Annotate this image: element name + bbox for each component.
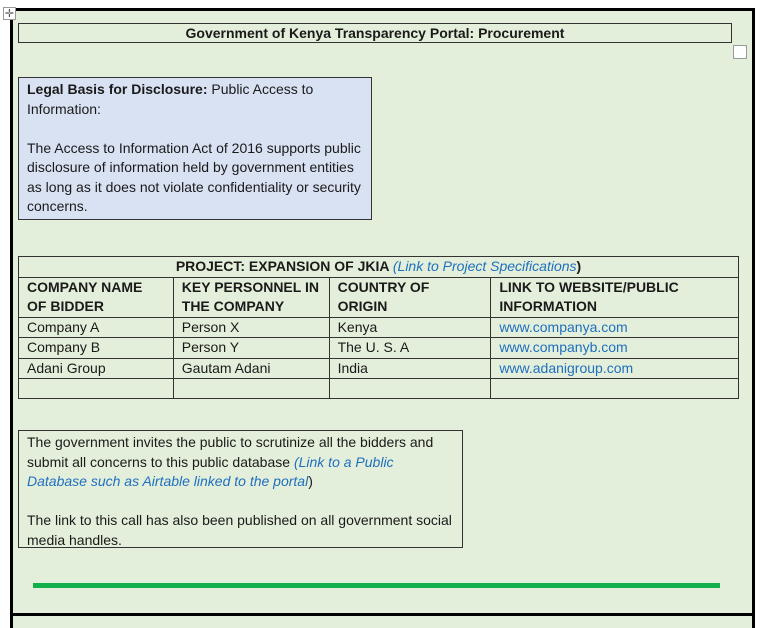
personnel-cell: Person X (173, 317, 329, 338)
company-cell: Adani Group (19, 358, 174, 379)
empty-cell[interactable] (329, 379, 491, 399)
header-company-name: COMPANY NAME OF BIDDER (19, 277, 174, 317)
project-heading: PROJECT: EXPANSION OF JKIA (Link to Project Specifications) (19, 257, 739, 278)
bidders-table (18, 256, 739, 399)
page-bottom-border (10, 613, 755, 616)
personnel-cell: Gautam Adani (173, 358, 329, 379)
social-media-note: The link to this call has also been published on all government social media handles. (27, 512, 452, 548)
company-cell: Company B (19, 338, 174, 359)
legal-basis-text: Public Access to Information: (27, 81, 314, 117)
country-cell: India (329, 358, 491, 379)
website-link[interactable]: www.companyb.com (491, 338, 739, 359)
empty-cell[interactable] (19, 379, 174, 399)
legal-basis-box (18, 77, 372, 220)
page-title: Government of Kenya Transparency Portal: Procurement (18, 23, 732, 43)
public-invite-box: The government invites the public to scrutinize all the bidders and submit all concerns to this public database (Link to a Public Database such as Airtable linked to the portal) The link to this call has also been published on all government social media handles. (18, 430, 463, 548)
country-cell: The U. S. A (329, 338, 491, 359)
header-key-personnel: KEY PERSONNEL IN THE COMPANY (173, 277, 329, 317)
personnel-cell: Person Y (173, 338, 329, 359)
legal-basis-label: Legal Basis for Disclosure: (27, 81, 208, 97)
empty-cell[interactable] (173, 379, 329, 399)
table-row (19, 338, 739, 359)
invite-text: The government invites the public to scrutinize all the bidders and submit all concerns to this public database (27, 434, 434, 470)
resize-handle-icon[interactable] (733, 45, 747, 59)
move-arrows-icon[interactable]: ✛ (4, 7, 15, 20)
empty-table-row (19, 379, 739, 399)
empty-cell[interactable] (491, 379, 739, 399)
table-row (19, 358, 739, 379)
project-specs-link[interactable]: (Link to Project Specifications (392, 258, 577, 274)
green-divider (33, 583, 720, 588)
website-link[interactable]: www.companya.com (491, 317, 739, 338)
company-cell: Company A (19, 317, 174, 338)
country-cell: Kenya (329, 317, 491, 338)
header-country: COUNTRY OF ORIGIN (329, 277, 491, 317)
table-row (19, 317, 739, 338)
website-link[interactable]: www.adanigroup.com (491, 358, 739, 379)
header-link: LINK TO WEBSITE/PUBLIC INFORMATION (491, 277, 739, 317)
public-database-link[interactable]: (Link to a Public Database such as Airtable linked to the portal (27, 453, 394, 489)
legal-basis-body: The Access to Information Act of 2016 supports public disclosure of information held by government entities as long as it does not violate confidentiality or security concerns. (27, 139, 361, 214)
